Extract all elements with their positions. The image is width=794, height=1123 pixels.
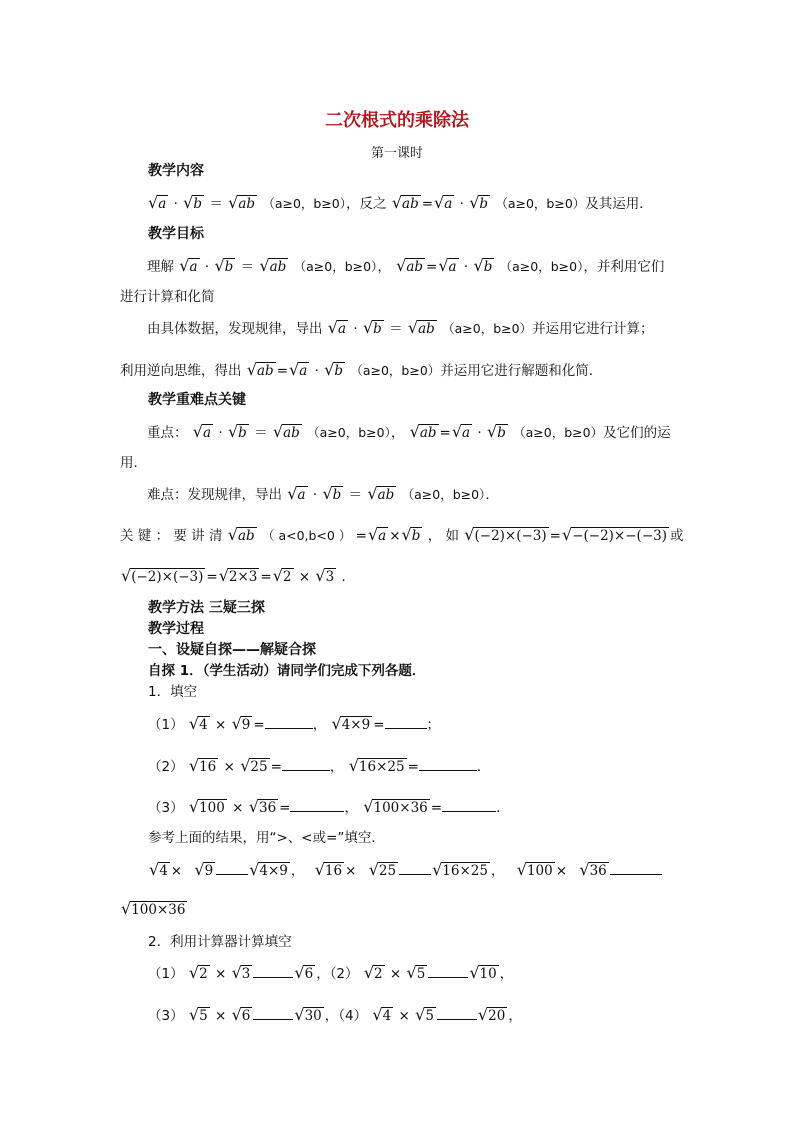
calc-blank[interactable] — [428, 963, 468, 978]
sqrt-ab: √ab — [391, 193, 419, 212]
sqrt-b: √b — [183, 193, 203, 212]
answer-blank[interactable] — [442, 797, 496, 812]
heading-goals: 教学目标 — [148, 226, 204, 242]
heading-method: 教学方法 三疑三探 — [148, 600, 265, 616]
goals-line-1: 理解 √a · √b ＝ √ab （a≥0，b≥0）， √ab =√a · √b （a≥0，b≥0），并利用它们 — [147, 256, 665, 275]
calc-line-2: （3） √5 × √6 √30 ，（4） √4 × √5 √20 ， — [148, 1005, 522, 1024]
heading-process: 教学过程 — [148, 621, 204, 637]
compare-line: √4 × √9 √4×9 ， √16 × √25 √16×25 ， √100 × √36 — [148, 860, 662, 881]
key-point-line-2: 用． — [120, 455, 147, 471]
goals-line-4: 利用逆向思维，得出 √ab =√a · √b （a≥0，b≥0）并运用它进行解题和化简． — [120, 360, 603, 379]
compare-blank[interactable] — [216, 860, 248, 875]
answer-blank[interactable] — [282, 756, 330, 771]
fill-1-label: 1．填空 — [148, 684, 198, 700]
refer-line: 参考上面的结果，用“>、<或=”填空． — [148, 830, 385, 846]
difficulty-line: 难点：发现规律，导出 √a · √b ＝ √ab （a≥0，b≥0）． — [147, 484, 499, 503]
sqrt-a: √a — [148, 193, 167, 212]
page-title: 二次根式的乘除法 — [325, 110, 469, 131]
fill-2-label: 2．利用计算器计算填空 — [148, 934, 292, 950]
question-3: （3） √100 × √36 = ， √100×36 = ． — [148, 797, 510, 816]
compare-blank[interactable] — [610, 860, 662, 875]
key-line: 关 键 ： 要 讲 清 √ab （ a<0,b<0 ） =√a ×√b ， 如 √(−2)×(−3) =√−(−2)×−(−3) 或 — [120, 525, 684, 544]
key-point-line: 重点： √a · √b ＝ √ab （a≥0，b≥0）， √ab =√a · √b （a≥0，b≥0）及它们的运 — [147, 422, 671, 441]
answer-blank[interactable] — [265, 714, 313, 729]
question-2: （2） √16 × √25 = ， √16×25 = ． — [148, 756, 491, 775]
compare-blank[interactable] — [399, 860, 431, 875]
page-subtitle: 第一课时 — [370, 146, 423, 161]
calc-blank[interactable] — [253, 1005, 293, 1020]
question-1: （1） √4 × √9 = ， √4×9 = ； — [148, 714, 441, 733]
compare-line-2: √100×36 — [121, 899, 186, 918]
self-explore-line: 自探 1．（学生活动）请同学们完成下列各题． — [148, 663, 426, 679]
calc-blank[interactable] — [437, 1005, 477, 1020]
heading-content: 教学内容 — [148, 163, 204, 179]
heading-key: 教学重难点关键 — [148, 392, 246, 408]
answer-blank[interactable] — [385, 714, 427, 729]
key-example-line: √(−2)×(−3) =√2×3 =√2 × √3 ． — [121, 566, 356, 585]
sqrt-ab: √ab — [228, 193, 256, 212]
answer-blank[interactable] — [290, 797, 344, 812]
goals-line-3: 由具体数据，发现规律，导出 √a · √b ＝ √ab （a≥0，b≥0）并运用它进行计算； — [147, 318, 654, 337]
calc-line-1: （1） √2 × √3 √6 ，（2） √2 × √5 √10 ， — [148, 963, 514, 982]
content-formula-line: √a · √b ＝ √ab （a≥0，b≥0），反之 √ab =√a · √b （a≥0，b≥0）及其运用． — [148, 193, 653, 212]
heading-part1: 一、设疑自探——解疑合探 — [148, 642, 316, 658]
calc-blank[interactable] — [253, 963, 293, 978]
goals-line-2: 进行计算和化简 — [120, 289, 215, 305]
answer-blank[interactable] — [419, 756, 477, 771]
